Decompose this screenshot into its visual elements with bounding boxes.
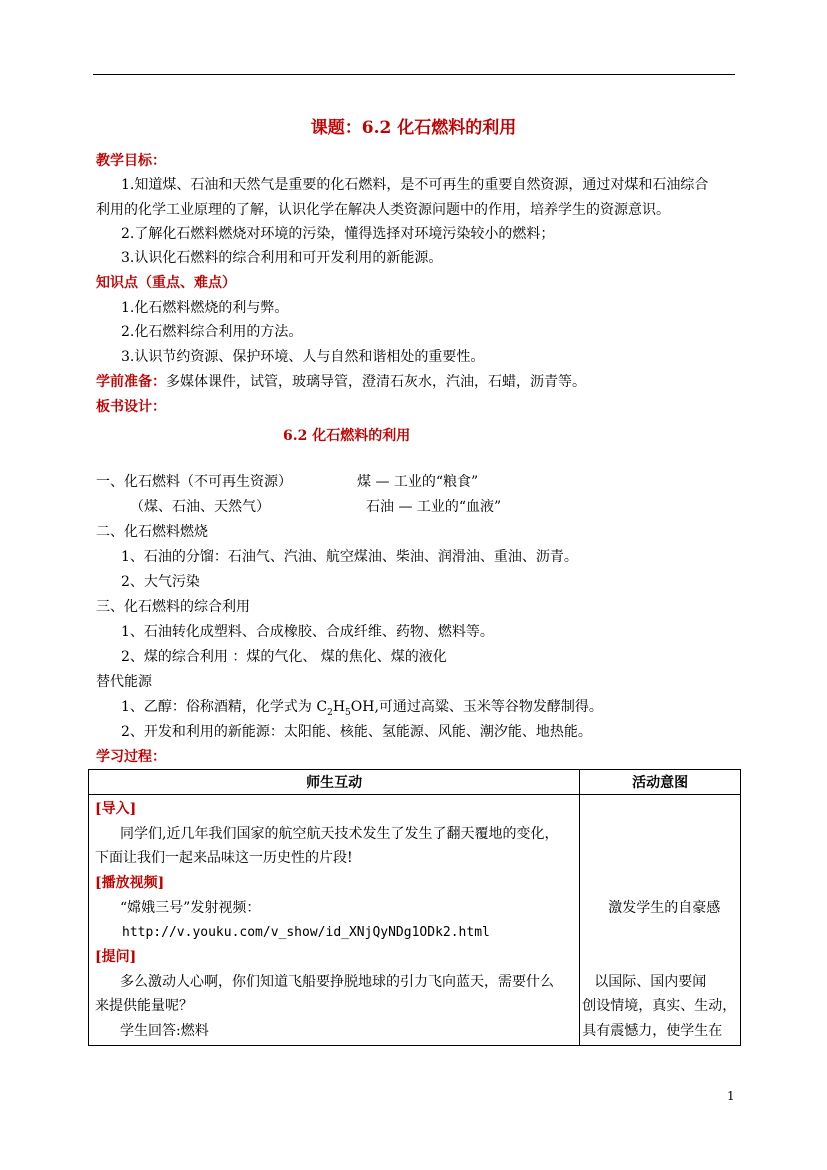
board-section-1-sub: （煤、石油、天然气）	[130, 499, 270, 515]
ask-line-1: 多么激动人心啊，你们知道飞船要挣脱地球的引力飞向蓝天，需要什么	[120, 974, 554, 990]
objective-3: 3.认识化石燃料的综合利用和可开发利用的新能源。	[121, 250, 443, 266]
header-rule	[93, 74, 735, 75]
intent-2-line-3: 具有震憾力，使学生在	[582, 1023, 723, 1039]
objective-1-line2: 利用的化学工业原理的了解，认识化学在解决人类资源问题中的作用，培养学生的资源意识。	[96, 202, 670, 218]
board-center-title: 6.2 化石燃料的利用	[283, 428, 411, 444]
board-section-3-item-1: 1、石油转化成塑料、合成橡胶、合成纤维、药物、燃料等。	[121, 624, 494, 640]
board-section-1: 一、化石燃料（不可再生资源）	[96, 474, 292, 490]
ask-tag: [提问]	[95, 949, 137, 965]
board-section-1-right: 煤 — 工业的“粮食”	[357, 474, 479, 490]
key-points-heading: 知识点（重点、难点）	[96, 275, 236, 291]
column-header-intent: 活动意图	[580, 770, 741, 795]
page-number: 1	[727, 1089, 735, 1103]
board-section-2-item-2: 2、大气污染	[121, 574, 200, 590]
objective-2: 2.了解化石燃料燃烧对环境的污染，懂得选择对环境污染较小的燃料；	[121, 226, 555, 242]
video-url[interactable]: http://v.youku.com/v_show/id_XNjQyNDg1ODk2.html	[122, 925, 490, 940]
board-alt-energy: 替代能源	[96, 674, 152, 690]
column-header-interaction: 师生互动	[89, 770, 580, 795]
key-point-1: 1.化石燃料燃烧的利与弊。	[121, 300, 289, 316]
intent-1: 激发学生的自豪感	[608, 900, 721, 916]
process-heading: 学习过程：	[96, 749, 166, 765]
objectives-heading: 教学目标：	[96, 153, 166, 169]
preparation-heading: 学前准备：	[96, 374, 166, 390]
page-title: 课题：6.2 化石燃料的利用	[310, 118, 517, 138]
preparation	[96, 372, 586, 392]
board-heading: 板书设计：	[96, 399, 166, 415]
process-table	[88, 769, 741, 1046]
student-answer: 学生回答:燃料	[120, 1023, 209, 1039]
board-section-2: 二、化石燃料燃烧	[96, 524, 208, 540]
intent-2-line-2: 创设情境，真实、生动，	[582, 998, 737, 1014]
intent-2-line-1: 以国际、国内要闻	[594, 974, 707, 990]
objective-1-line1: 1.知道煤、石油和天然气是重要的化石燃料，是不可再生的重要自然资源，通过对煤和石油综合	[121, 177, 709, 193]
preparation-text: 多媒体课件，试管，玻璃导管，澄清石灰水，汽油，石蜡，沥青等。	[166, 374, 586, 390]
key-point-2: 2.化石燃料综合利用的方法。	[121, 324, 303, 340]
intro-line-1: 同学们,近几年我们国家的航空航天技术发生了发生了翻天覆地的变化，	[120, 826, 559, 842]
video-tag: [播放视频]	[95, 875, 165, 891]
board-section-3: 三、化石燃料的综合利用	[96, 599, 250, 615]
intro-tag: [导入]	[95, 801, 137, 817]
intro-line-2: 下面让我们一起来品味这一历史性的片段!	[95, 850, 353, 866]
video-line: “嫦娥三号”发射视频：	[120, 900, 261, 916]
interaction-cell	[89, 795, 580, 1046]
intent-cell	[580, 795, 741, 1046]
ask-line-2: 来提供能量呢？	[95, 998, 193, 1014]
board-section-3-item-2: 2、煤的综合利用 ：煤的气化、 煤的焦化、煤的液化	[121, 649, 447, 665]
board-alt-energy-item-1: 1、乙醇：俗称酒精，化学式为 $C_2H_5OH$,可通过高粱、玉米等谷物发酵制得。	[121, 699, 603, 718]
board-section-2-item-1: 1、石油的分馏：石油气、汽油、航空煤油、柴油、润滑油、重油、沥青。	[121, 549, 578, 565]
key-point-3: 3.认识节约资源、保护环境、人与自然和谐相处的重要性。	[121, 349, 485, 365]
board-alt-energy-item-2: 2、开发和利用的新能源：太阳能、核能、氢能源、风能、潮汐能、地热能。	[121, 724, 592, 740]
board-section-1-sub-right: 石油 — 工业的“血液”	[366, 499, 502, 515]
